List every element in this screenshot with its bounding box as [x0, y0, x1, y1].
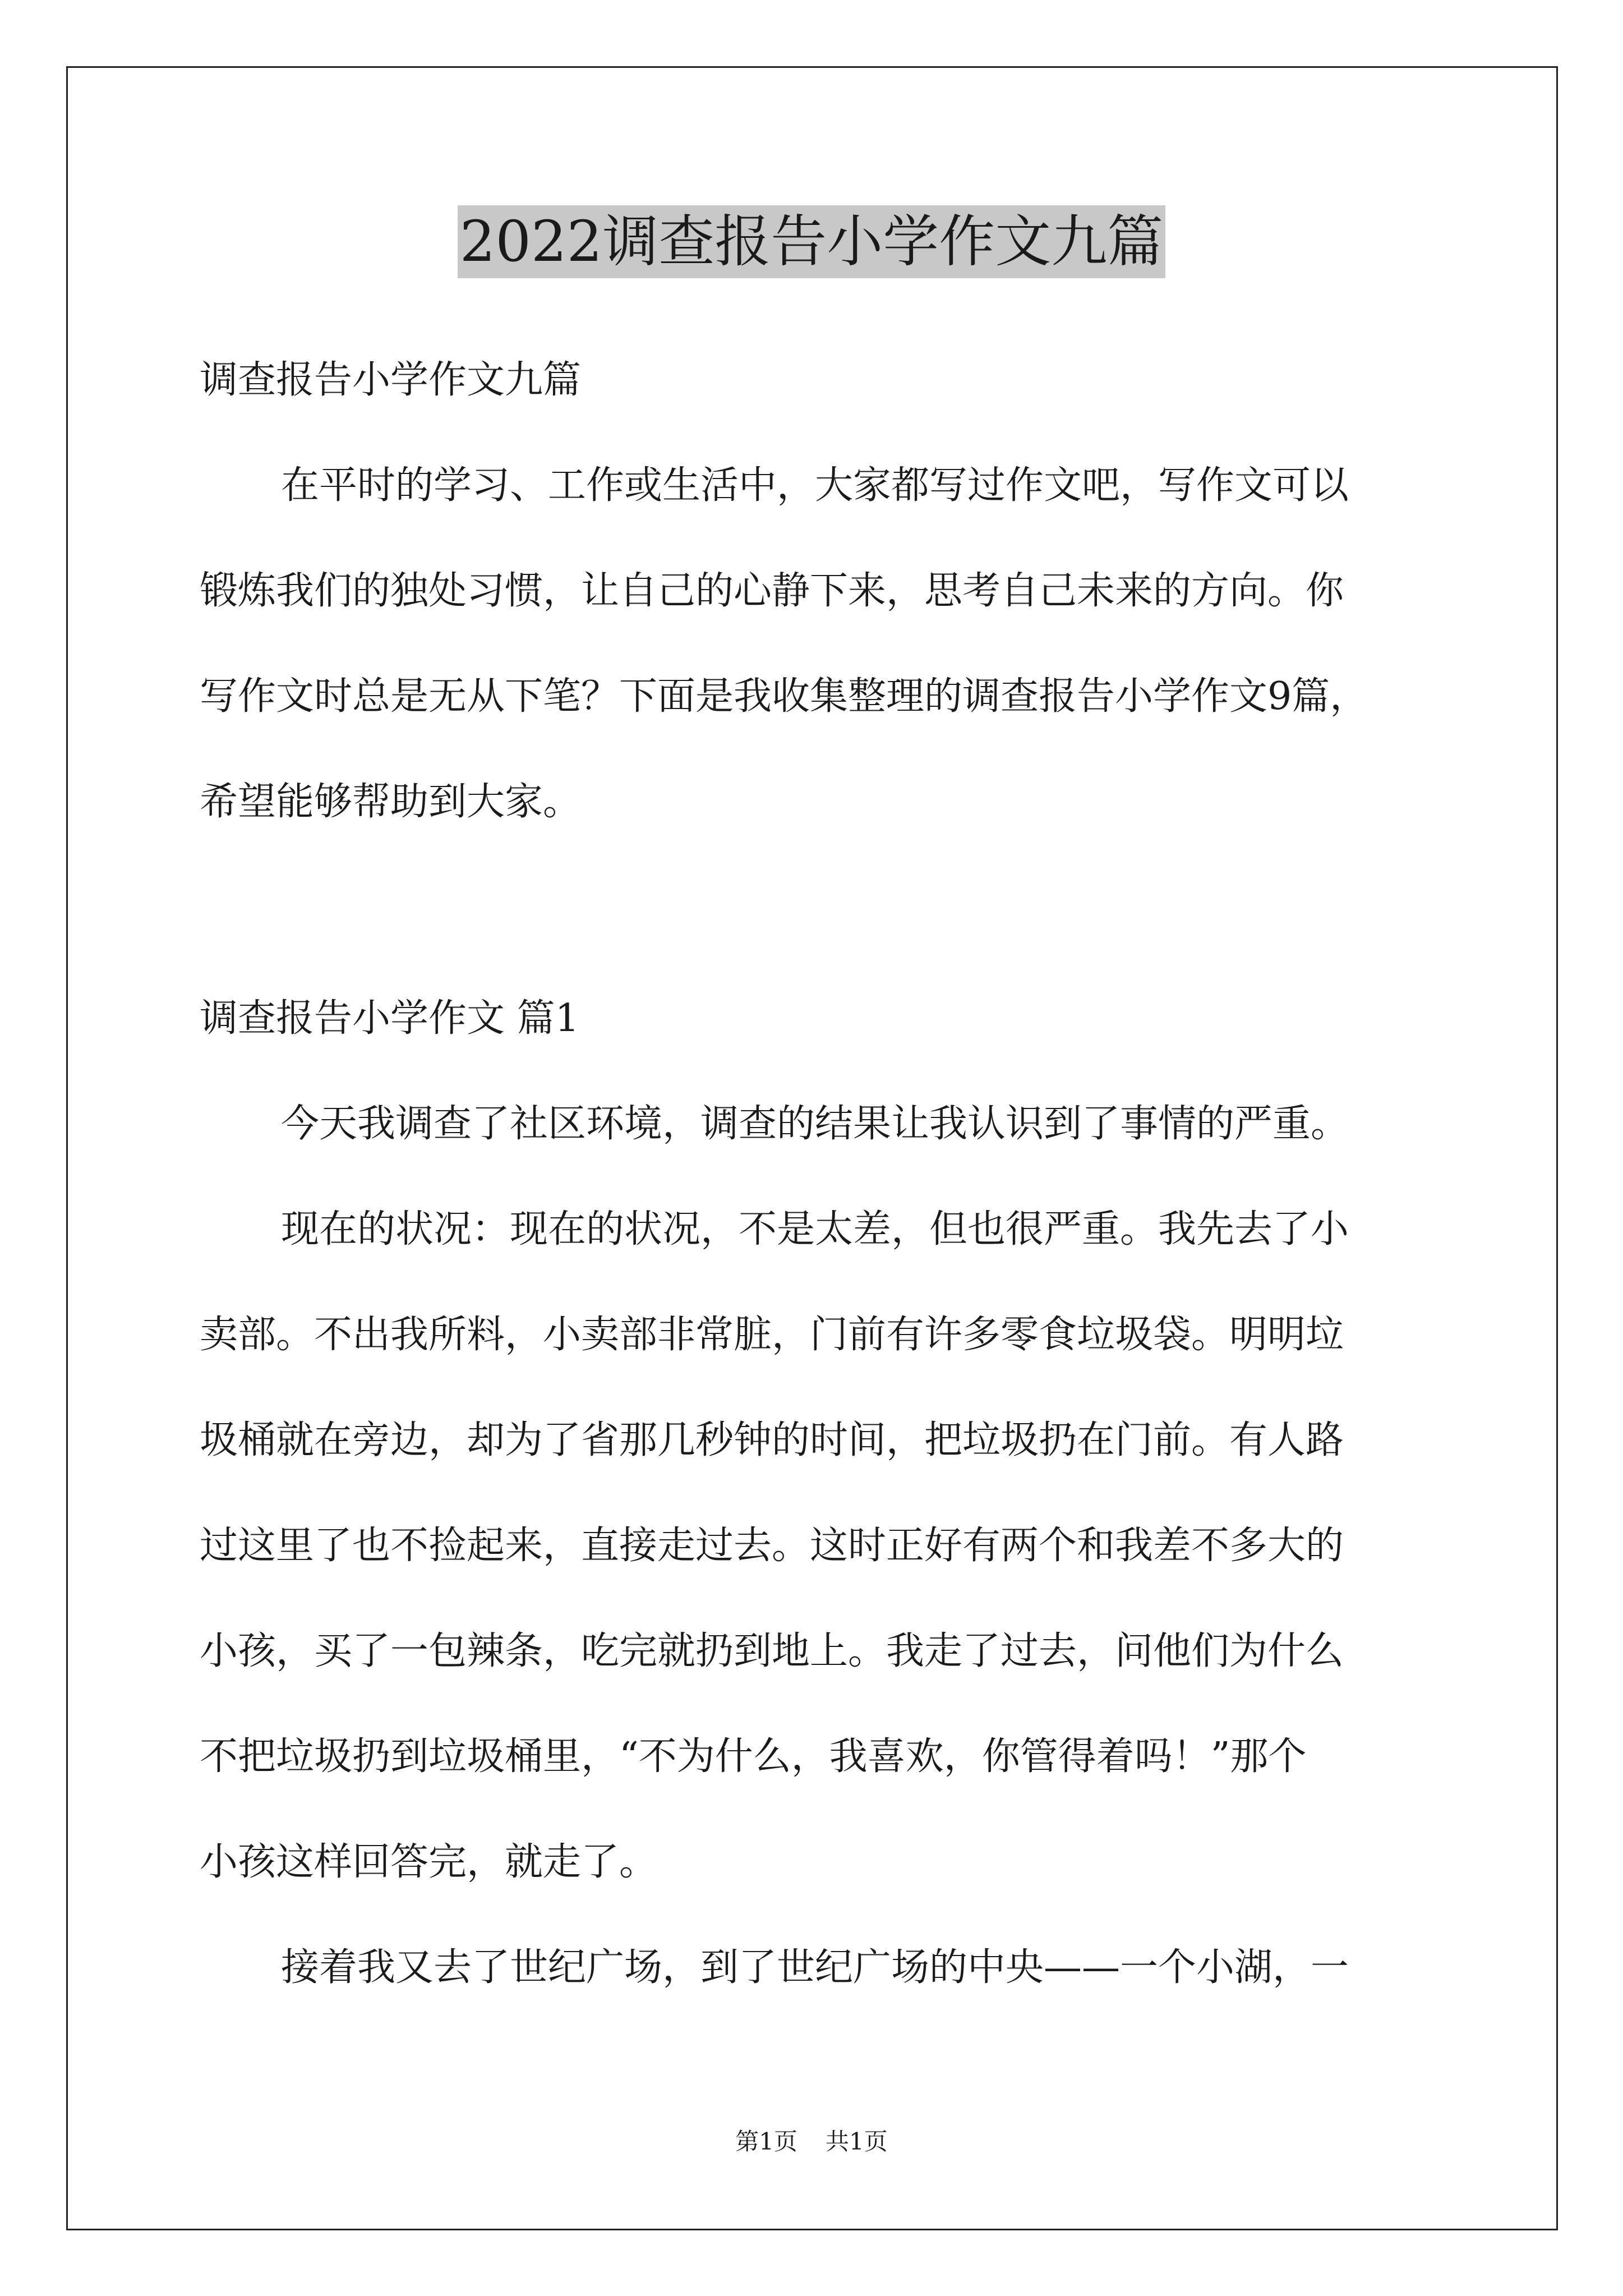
intro-line: 在平时的学习、工作或生活中，大家都写过作文吧，写作文可以: [281, 463, 1349, 508]
paragraph-line: 过这里了也不捡起来，直接走过去。这时正好有两个和我差不多大的: [200, 1524, 1344, 1568]
intro-line: 写作文时总是无从下笔？下面是我收集整理的调查报告小学作文9篇，: [200, 674, 1368, 719]
title-container: [0, 205, 1623, 278]
paragraph-line: 卖部。不出我所料，小卖部非常脏，门前有许多零食垃圾袋。明明垃: [200, 1313, 1344, 1357]
paragraph-line: 圾桶就在旁边，却为了省那几秒钟的时间，把垃圾扔在门前。有人路: [200, 1418, 1344, 1462]
section-heading: 调查报告小学作文 篇1: [200, 996, 579, 1041]
paragraph-line: 接着我又去了世纪广场，到了世纪广场的中央——一个小湖，一: [281, 1945, 1349, 1990]
paragraph-line: 小孩，买了一包辣条，吃完就扔到地上。我走了过去，问他们为什么: [200, 1629, 1344, 1673]
page-footer: [0, 2125, 1623, 2159]
page-number-total: 共1页: [826, 2128, 888, 2155]
intro-line: 希望能够帮助到大家。: [200, 780, 582, 824]
paragraph-line: 小孩这样回答完，就走了。: [200, 1840, 658, 1884]
page-number-current: 第1页: [735, 2128, 797, 2155]
document-title: 2022调查报告小学作文九篇: [458, 205, 1166, 278]
paragraph-line: 今天我调查了社区环境，调查的结果让我认识到了事情的严重。: [281, 1102, 1349, 1146]
document-subtitle: 调查报告小学作文九篇: [200, 358, 582, 402]
intro-line: 锻炼我们的独处习惯，让自己的心静下来，思考自己未来的方向。你: [200, 569, 1344, 613]
paragraph-line: 现在的状况：现在的状况，不是太差，但也很严重。我先去了小: [281, 1207, 1349, 1251]
paragraph-line: 不把垃圾扔到垃圾桶里，“不为什么，我喜欢，你管得着吗！”那个: [200, 1734, 1307, 1779]
